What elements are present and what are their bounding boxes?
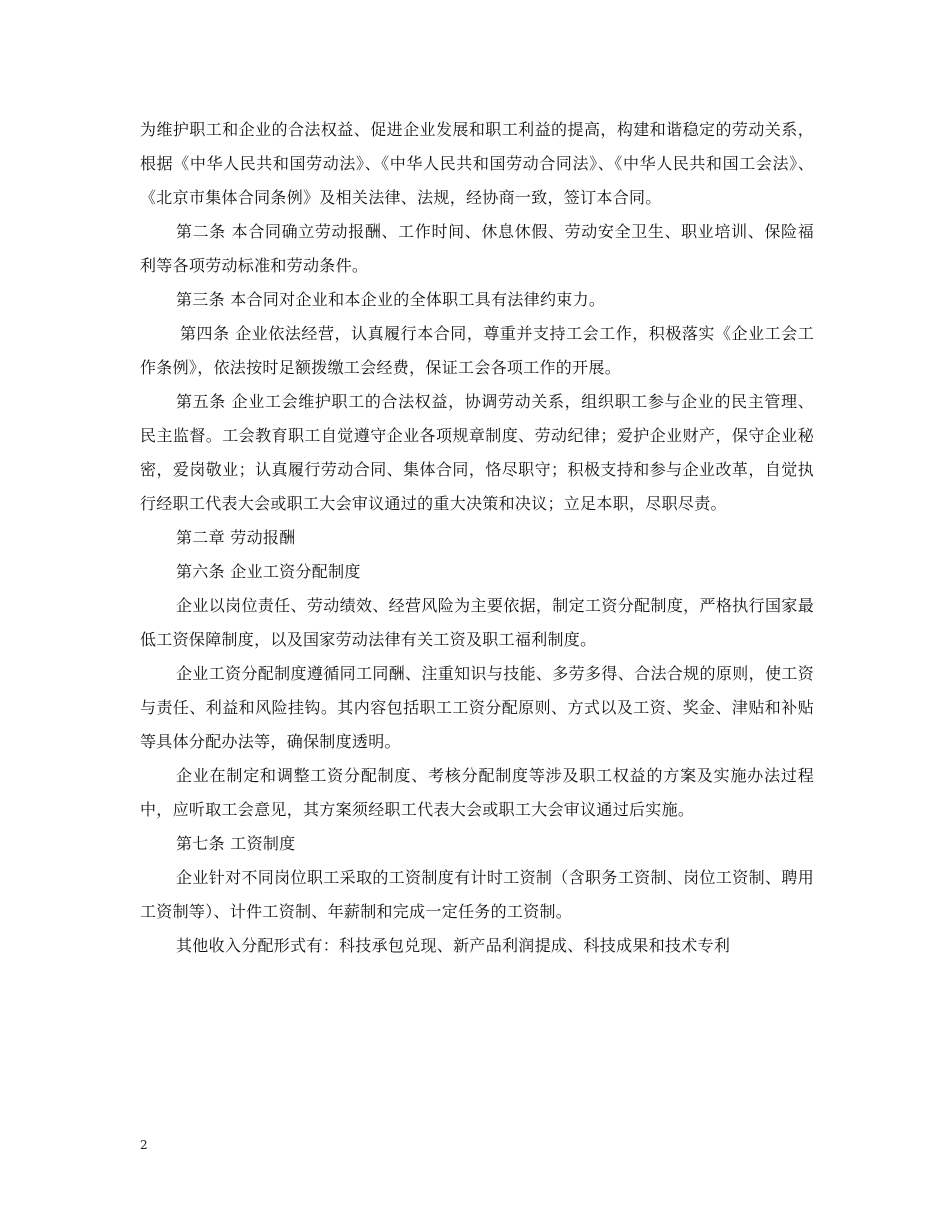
- paragraph-article-7-b: 其他收入分配形式有：科技承包兑现、新产品利润提成、科技成果和技术专利: [176, 936, 731, 955]
- paragraph-preamble: 为维护职工和企业的合法权益、促进企业发展和职工利益的提高，构建和谐稳定的劳动关系，根据《中华人民共和国劳动法》、《中华人民共和国劳动合同法》、《中华人民共和国工会法》、《北京市集体合同条例》及相关法律、法规，经协商一致，签订本合同。: [140, 120, 814, 207]
- paragraph-article-2: 第二条 本合同确立劳动报酬、工作时间、休息休假、劳动安全卫生、职业培训、保险福利等各项劳动标准和劳动条件。: [140, 222, 814, 275]
- article-heading-7: 第七条 工资制度: [176, 834, 296, 853]
- page-number: 2: [140, 1138, 148, 1152]
- paragraph-article-3: 第三条 本合同对企业和本企业的全体职工具有法律约束力。: [176, 290, 606, 309]
- article-heading-6: 第六条 企业工资分配制度: [176, 562, 361, 581]
- paragraph-article-6-b: 企业工资分配制度遵循同工同酬、注重知识与技能、多劳多得、合法合规的原则，使工资与责任、利益和风险挂钩。其内容包括职工工资分配原则、方式以及工资、奖金、津贴和补贴等具体分配办法等，确保制度透明。: [140, 664, 814, 751]
- paragraph-article-6-c: 企业在制定和调整工资分配制度、考核分配制度等涉及职工权益的方案及实施办法过程中，应听取工会意见，其方案须经职工代表大会或职工大会审议通过后实施。: [140, 766, 814, 819]
- paragraph-article-5: 第五条 企业工会维护职工的合法权益，协调劳动关系，组织职工参与企业的民主管理、民主监督。工会教育职工自觉遵守企业各项规章制度、劳动纪律；爱护企业财产，保守企业秘密，爱岗敬业；认真履行劳动合同、集体合同，恪尽职守；积极支持和参与企业改革，自觉执行经职工代表大会或职工大会审议通过的重大决策和决议；立足本职，尽职尽责。: [140, 392, 814, 513]
- paragraph-article-6-a: 企业以岗位责任、劳动绩效、经营风险为主要依据，制定工资分配制度，严格执行国家最低工资保障制度，以及国家劳动法律有关工资及职工福利制度。: [140, 596, 814, 649]
- paragraph-article-7-a: 企业针对不同岗位职工采取的工资制度有计时工资制（含职务工资制、岗位工资制、聘用工资制等）、计件工资制、年薪制和完成一定任务的工资制。: [140, 868, 814, 921]
- chapter-heading-2: 第二章 劳动报酬: [176, 528, 296, 547]
- document-body: [140, 113, 814, 963]
- paragraph-article-4: 第四条 企业依法经营，认真履行本合同，尊重并支持工会工作，积极落实《企业工会工作条例》，依法按时足额拨缴工会经费，保证工会各项工作的开展。: [140, 324, 814, 377]
